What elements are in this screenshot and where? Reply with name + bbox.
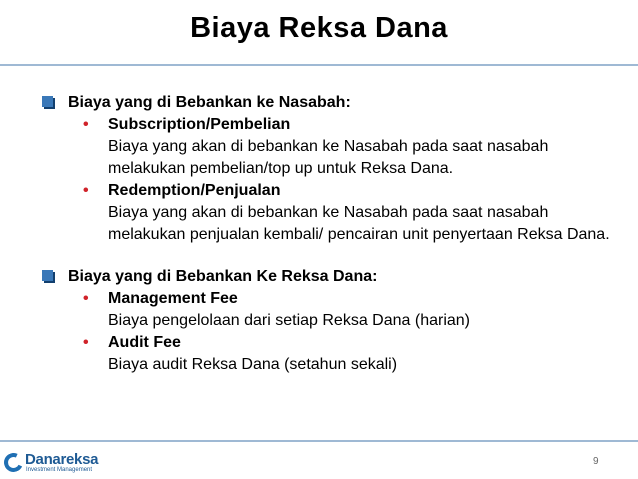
bullet-icon: • (83, 290, 89, 307)
list-item (40, 288, 620, 332)
list-item (40, 332, 620, 376)
item-description: Biaya audit Reksa Dana (setahun sekali) (108, 356, 398, 373)
section-heading-text: Biaya yang di Bebankan Ke Reksa Dana: (68, 268, 378, 285)
slide-title: Biaya Reksa Dana (190, 12, 448, 44)
bottom-divider (0, 440, 638, 442)
danareksa-logo-icon (1, 450, 25, 474)
bullet-icon: • (83, 116, 89, 133)
item-title: Subscription/Pembelian (108, 116, 291, 133)
item-title: Management Fee (108, 290, 238, 307)
section-heading-text: Biaya yang di Bebankan ke Nasabah: (68, 94, 351, 111)
list-item (40, 114, 620, 180)
logo-name: Danareksa (25, 451, 99, 468)
item-title: Audit Fee (108, 334, 181, 351)
section-reksa-dana (40, 266, 620, 376)
item-title: Redemption/Penjualan (108, 182, 281, 199)
section-heading (40, 92, 620, 114)
top-divider (0, 64, 638, 66)
bullet-icon: • (83, 334, 89, 351)
list-item (40, 180, 620, 246)
item-description: Biaya yang akan di bebankan ke Nasabah pada saat nasabah melakukan pembelian/top up untuk Reksa Dana. (108, 138, 549, 177)
checkbox-bullet-icon (42, 270, 53, 281)
company-logo (4, 451, 114, 477)
section-nasabah (40, 92, 620, 246)
page-number: 9 (593, 456, 599, 467)
bullet-icon: • (83, 182, 89, 199)
checkbox-bullet-icon (42, 96, 53, 107)
section-heading (40, 266, 620, 288)
item-description: Biaya pengelolaan dari setiap Reksa Dana (harian) (108, 312, 470, 329)
item-description: Biaya yang akan di bebankan ke Nasabah pada saat nasabah melakukan penjualan kembali/ pencairan unit penyertaan Reksa Dana. (108, 204, 610, 243)
slide-content (40, 92, 620, 376)
logo-subtitle: Investment Management (26, 467, 93, 473)
